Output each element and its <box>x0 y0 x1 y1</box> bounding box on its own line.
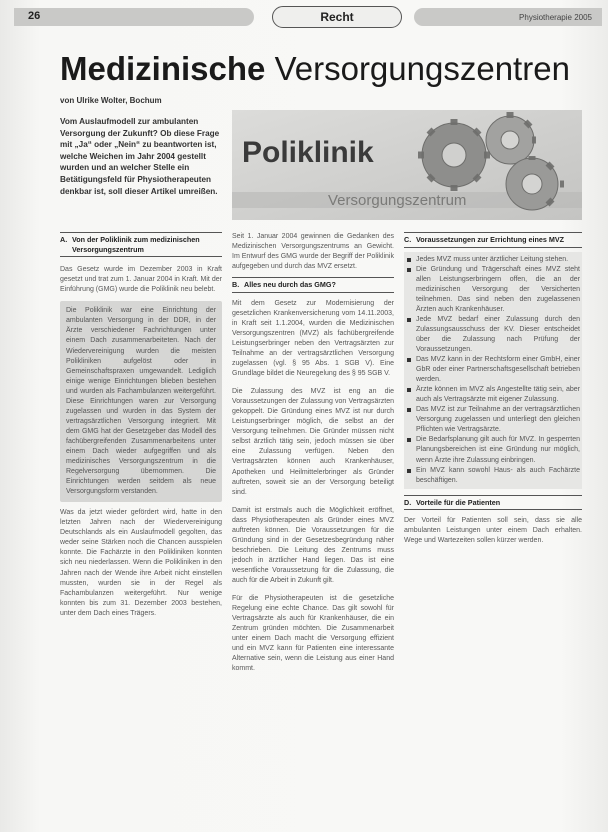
section-b-intro: Seit 1. Januar 2004 gewinnen die Gedanken des Medizinischen Versorgungszentrums an Gewicht. Im Entwurf des GMG wurde der Begriff der Poliklinik aufgegeben und durch das MVZ ersetzt. <box>232 233 394 271</box>
graphic-subword: Versorgungszentrum <box>328 192 467 209</box>
page-number: 26 <box>28 10 41 22</box>
list-item: Das MVZ kann in der Rechtsform einer GmbH, einer GbR oder einer Partnerschaftsgesellschaft betrieben werden. <box>406 355 580 385</box>
section-b-text-3: Damit ist erstmals auch die Möglichkeit eröffnet, dass Physiotherapeuten als Gründer eines MVZ auftreten können. Die Voraussetzungen für die Gründung sind in der Gesetzesbegründung näher beschrieben. Die Leitung des Zentrums muss jedoch in ärztlicher Hand liegen. Das ist eine wesentliche Voraussetzung für die Zulassung, die auch für die Arbeit in Zukunft gilt. <box>232 506 394 584</box>
list-item: Das MVZ ist zur Teilnahme an der vertragsärztlichen Versorgung zugelassen und unterliegt den gleichen Pflichten wie Vertragsärzte. <box>406 405 580 435</box>
section-c-bullets <box>406 255 580 486</box>
header-left-tab <box>14 8 254 26</box>
section-a-after: Was da jetzt wieder gefördert wird, hatte in den letzten Jahren nach der Wiedervereinigung Deutschlands als ein Auslaufmodell gegolten, das weder seine Stärken noch die Chancen ausspielen konnte. Die Fachärzte in den Polikliniken konnten sich neu niederlassen. Wenn die Polikliniken in den Jahren nach der Wende ihre Arbeit nicht einstellen mussten, wurden sie in der Regel als Fachambulanzen weitergeführt. Nur wenige konnten bis zum 31. Dezember 2003 bestehen, unter dem Dach eines Trägers. <box>60 509 222 617</box>
header-right-tab <box>414 8 602 26</box>
section-a-title: Von der Poliklinik zum medizinischen Versorgungszentrum <box>72 235 200 254</box>
section-b-text-4: Für die Physiotherapeuten ist die gesetzliche Regelung eine echte Chance. Das gilt sowohl für Vertragsärzte als auch für Krankenhäuser, die ein Zentrum gründen möchten. Die Zusammenarbeit unter einem Dach macht die Versorgung effizient und ein MVZ kann für Patienten eine interessante Alternative sein, wenn die Leistung aus einer Hand kommt. <box>232 595 394 673</box>
section-label: Recht <box>272 6 402 28</box>
list-item: Ein MVZ kann sowohl Haus- als auch Fachärzte beschäftigen. <box>406 466 580 486</box>
author-line: von Ulrike Wolter, Bochum <box>60 96 162 105</box>
section-c-heading <box>404 232 582 248</box>
list-item: Jede MVZ bedarf einer Zulassung durch den Zulassungsausschuss der KV. Dieser entscheidet über die Zulassung nach Prüfung der Voraussetzungen. <box>406 315 580 355</box>
section-b-text-1: Mit dem Gesetz zur Modernisierung der gesetzlichen Krankenversicherung vom 14.11.2003, in Kraft seit 1.1.2004, wurden die Medizinischen Versorgungszentren (MVZ) als fachübergreifende Leistungserbringer neben den Vertragsärzten zur Teilnahme an der vertragsärztlichen Versorgung zugelassen (vgl. § 95 Abs. 1 SGB V). Eine Grundlage bildet die Neuregelung des § 95 SGB V. <box>232 299 394 378</box>
graphic-word: Poliklinik <box>242 136 374 169</box>
page-title <box>60 50 570 88</box>
page-header <box>14 6 602 30</box>
issue-label: Physiotherapie 2005 <box>519 13 592 22</box>
column-2 <box>232 232 394 674</box>
section-a-intro: Das Gesetz wurde im Dezember 2003 in Kraft gesetzt und trat zum 1. Januar 2004 in Kraft. Mit der Einführung (GMG) wurde die Poliklinik neu belebt. <box>60 266 222 294</box>
column-3 <box>404 232 582 546</box>
list-item: Ärzte können im MVZ als Angestellte tätig sein, aber auch als Vertragsärzte mit eigener Zulassung. <box>406 385 580 405</box>
section-d-number: D. <box>404 497 412 507</box>
title-bold: Medizinische <box>60 50 266 87</box>
title-light: Versorgungszentren <box>274 50 570 87</box>
column-1 <box>60 232 222 619</box>
list-item: Die Gründung und Trägerschaft eines MVZ steht allen Leistungserbringern offen, die an der medizinischen Versorgung der Versicherten teilnehmen. Das sind neben den zugelassenen Ärzten auch Krankenhäuser. <box>406 265 580 315</box>
section-b-title: Alles neu durch das GMG? <box>244 280 336 290</box>
list-item: Jedes MVZ muss unter ärztlicher Leitung stehen. <box>406 255 580 265</box>
section-c-number: C. <box>404 235 412 244</box>
section-c-bullet-area <box>404 252 582 489</box>
section-c-title: Voraussetzungen zur Errichtung eines MVZ <box>416 235 565 244</box>
section-d-heading <box>404 495 582 511</box>
section-d-text: Der Vorteil für Patienten soll sein, dass sie alle ambulanten Leistungen unter einem Dach erhalten. Wege und Wartezeiten sollen kürzer werden. <box>404 517 582 545</box>
section-d-title: Vorteile für die Patienten <box>416 497 501 507</box>
lead-paragraph: Vom Auslaufmodell zur ambulanten Versorgung der Zukunft? Ob diese Frage mit „Ja“ oder „Nein“ zu beantworten ist, welche Weichen im Jahr 2004 gestellt wurden und an welcher Stelle ein Betätigungsfeld für Physiotherapeuten denkbar ist, soll dieser Artikel umreißen. <box>60 117 220 196</box>
list-item: Die Bedarfsplanung gilt auch für MVZ. In gesperrten Planungsbereichen ist eine Gründung nur möglich, wenn Ärzte ihre Zulassung einbringen. <box>406 435 580 465</box>
section-b-heading <box>232 277 394 293</box>
section-a-box: Die Poliklinik war eine Einrichtung der ambulanten Versorgung in der DDR, in der Ärzte verschiedener Fachrichtungen unter einem Dach zusammenarbeiteten. Nach der Wiedervereinigung wurden die meisten Polikliniken aufgelöst oder in Gemeinschaftspraxen umgewandelt. Lediglich einige wenige Einrichtungen blieben bestehen und wurden als Fachambulanzen weitergeführt. Diese Einrichtungen waren zur Versorgung zugelassen und wurden in das System der vertragsärztlichen Versorgung integriert. Mit dem GMG hat der Gesetzgeber das Modell des fachübergreifenden Zusammenarbeitens unter einem Dach wieder aufgegriffen und als medizinisches Versorgungszentrum in die Regelversorgung übernommen. Die Einrichtungen werden seitdem als neue Versorgungsform verstanden. <box>60 301 222 502</box>
section-a-number: A. <box>60 235 68 244</box>
section-a-heading <box>60 232 222 257</box>
section-b-text-2: Die Zulassung des MVZ ist eng an die Voraussetzungen der Zulassung von Vertragsärzten gekoppelt. Die Gründung eines MVZ ist nur durch Leistungserbringer möglich, die selbst an der Versorgung teilnehmen. Die Gründer müssen nicht selbst ärztlich tätig sein, jedoch müssen sie über eine Zulassung verfügen. Neben den Vertragsärzten können auch Krankenhäuser, Apotheken und Heilmittelerbringer als Gründer auftreten, soweit sie an der Versorgung beteiligt sind. <box>232 388 394 496</box>
section-b-number: B. <box>232 280 240 290</box>
poliklinik-graphic <box>232 110 582 220</box>
